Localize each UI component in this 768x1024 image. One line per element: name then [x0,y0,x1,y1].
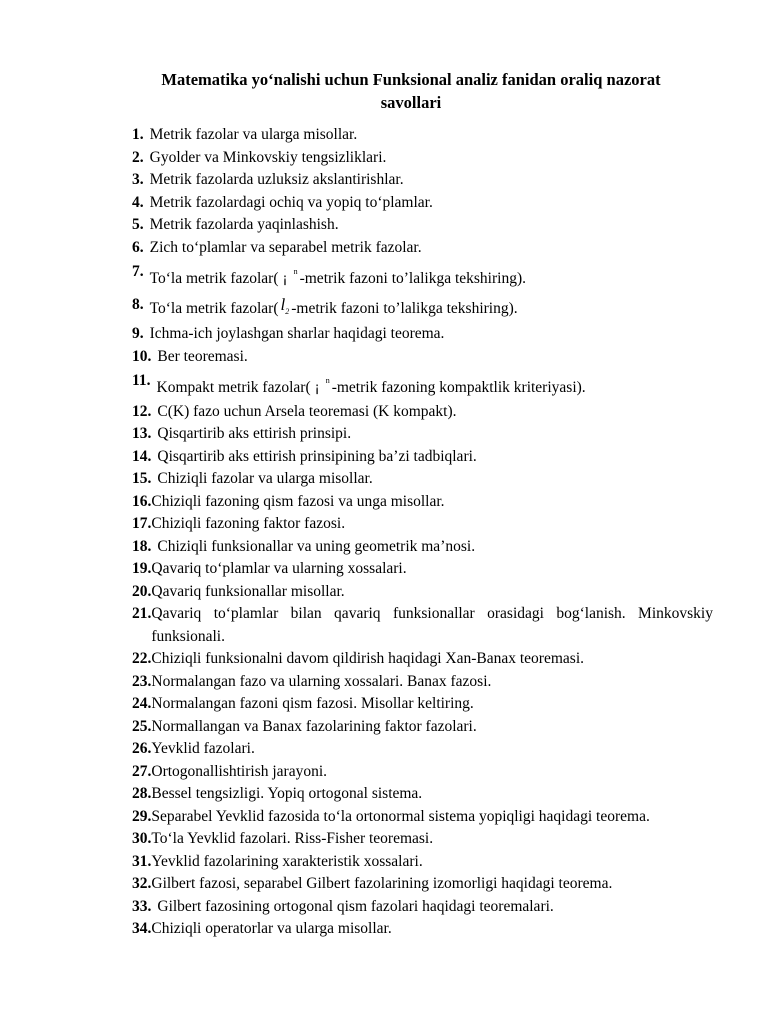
item-number: 11. [132,372,151,389]
item-number: 25. [132,717,152,735]
list-item [132,401,713,424]
list-item [132,558,713,581]
item-text: Gilbert fazosining ortogonal qism fazolari haqidagi teoremalari. [157,897,554,915]
list-item [132,192,713,215]
item-number: 15. [132,470,152,487]
l-space-symbol: l [280,294,286,314]
item-number: 24. [132,695,152,712]
item-text: Metrik fazolar va ularga misollar. [149,126,358,143]
item-number: 8. [132,295,144,313]
item-number: 19. [132,560,152,577]
list-item [132,603,713,648]
list-item [132,896,713,919]
real-numbers-symbol: ¡ [282,272,288,287]
item-text: Chiziqli operatorlar va ularga misollar. [151,920,392,937]
item-number: 23. [132,672,152,690]
list-item [132,169,713,192]
list-item [132,828,713,851]
item-number: 9. [132,325,144,342]
list-item [132,716,713,739]
item-text [157,370,713,401]
item-text: Qavariq to‘plamlar va ularning xossalari. [151,560,407,577]
item-text: Yevklid fazolarining xarakteristik xossalari. [151,852,423,870]
list-item [132,648,713,671]
item-number: 34. [132,920,152,937]
item-text: Ortogonallishtirish jarayoni. [151,762,328,780]
item-text: Yevklid fazolari. [151,740,255,757]
item-text: Normallangan va Banax fazolarining faktor fazolari. [151,717,477,735]
item-number: 31. [132,852,152,870]
item-text: Normalangan fazoni qism fazosi. Misollar keltiring. [151,695,474,712]
list-item [132,671,713,694]
real-numbers-symbol: ¡ [314,381,320,396]
item-number: 6. [132,238,144,256]
item-text: Ichma-ich joylashgan sharlar haqidagi teorema. [149,325,445,342]
l-space-index: 2 [285,306,290,316]
item-number: 3. [132,171,144,188]
list-item [132,368,713,401]
list-item [132,918,713,941]
item-number: 13. [132,425,152,442]
list-item [132,259,713,292]
item-number: 17. [132,515,152,532]
item-text: Metrik fazolarda yaqinlashish. [149,216,339,233]
item-number: 4. [132,193,144,211]
item-text: Chiziqli fazoning qism fazosi va unga misollar. [151,492,445,510]
list-item [132,761,713,784]
question-list [132,124,713,941]
list-item [132,147,713,170]
list-item [132,738,713,761]
item-number: 29. [132,807,152,825]
power-n-superscript: n [325,376,330,385]
list-item [132,292,713,324]
list-item [132,693,713,716]
item-text: Gilbert fazosi, separabel Gilbert fazolarining izomorligi haqidagi teorema. [151,875,613,892]
power-n-superscript: n [293,267,298,276]
item-text: Metrik fazolarda uzluksiz akslantirishlar. [149,171,404,188]
item-number: 28. [132,785,152,802]
document-title [100,68,722,114]
title-line-1: Matematika yo‘nalishi uchun Funksional analiz fanidan oraliq nazorat [161,70,661,89]
item-number: 20. [132,582,152,600]
item-text: Chiziqli fazoning faktor fazosi. [151,515,346,532]
item-text: Qisqartirib aks ettirish prinsipining ba’zi tadbiqlari. [157,447,477,465]
item-number: 32. [132,875,152,892]
item-text: Ber teoremasi. [157,347,248,365]
list-item [132,468,713,491]
item-text: Gyolder va Minkovskiy tengsizliklari. [149,148,387,166]
list-item [132,536,713,559]
list-item [132,513,713,536]
list-item [132,423,713,446]
item-number: 10. [132,347,152,365]
item-number: 27. [132,762,152,780]
item-number: 14. [132,447,152,465]
item-text: Qavariq to‘plamlar bilan qavariq funksionallar orasidagi bog‘lanish. Minkovskiy funksionali. [151,605,713,645]
item-number: 7. [132,263,144,280]
item-text: Qavariq funksionallar misollar. [151,582,345,600]
item-number: 30. [132,830,152,847]
list-item [132,806,713,829]
list-item [132,851,713,874]
item-text [150,261,713,292]
item-text-before: To‘la metrik fazolar( [149,270,279,287]
list-item [132,323,713,346]
item-number: 22. [132,650,152,667]
item-number: 1. [132,126,144,143]
item-text: Chiziqli funksionallar va uning geometrik ma’nosi. [157,537,476,555]
list-item [132,873,713,896]
item-text-before: To‘la metrik fazolar( [149,299,279,317]
item-number: 12. [132,402,152,420]
list-item [132,446,713,469]
item-number: 26. [132,740,152,757]
item-text: Metrik fazolardagi ochiq va yopiq to‘plamlar. [149,193,433,211]
list-item [132,346,713,369]
list-item [132,581,713,604]
item-text: Qisqartirib aks ettirish prinsipi. [157,425,352,442]
list-item [132,237,713,260]
list-item [132,491,713,514]
item-number: 33. [132,897,152,915]
item-text: Bessel tengsizligi. Yopiq ortogonal sistema. [151,785,423,802]
item-number: 5. [132,216,144,233]
item-text-after: -metrik fazoni to’lalikga tekshiring). [299,270,526,287]
item-text-before: Kompakt metrik fazolar( [156,379,311,396]
list-item [132,124,713,147]
item-number: 16. [132,492,152,510]
item-text: C(K) fazo uchun Arsela teoremasi (K kompakt). [157,402,457,420]
title-line-2: savollari [380,93,442,112]
list-item [132,214,713,237]
item-number: 18. [132,537,152,555]
item-text: Separabel Yevklid fazosida to‘la ortonormal sistema yopiqligi haqidagi teorema. [151,807,650,825]
item-text: Normalangan fazo va ularning xossalari. Banax fazosi. [151,672,492,690]
item-text-after: -metrik fazoning kompaktlik kriteriyasi). [331,379,586,396]
item-number: 2. [132,148,144,166]
item-text: To‘la Yevklid fazolari. Riss-Fisher teoremasi. [151,830,434,847]
item-text [150,294,713,324]
item-text-after: -metrik fazoni to’lalikga tekshiring). [291,299,518,317]
list-item [132,783,713,806]
item-text: Zich to‘plamlar va separabel metrik fazolar. [149,238,422,256]
item-text: Chiziqli funksionalni davom qildirish haqidagi Xan-Banax teoremasi. [151,650,584,667]
item-text: Chiziqli fazolar va ularga misollar. [157,470,373,487]
item-number: 21. [132,605,152,622]
